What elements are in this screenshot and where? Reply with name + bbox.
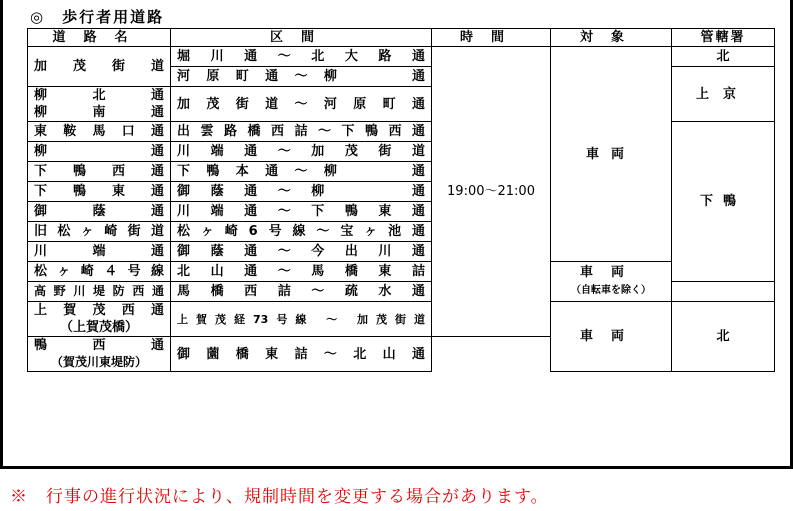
road-section: 松ヶ崎6号線～宝ヶ池通 (171, 222, 432, 242)
road-name: 松ヶ崎４号線 (28, 262, 171, 282)
jurisdiction-blank (672, 282, 775, 302)
road-name-line: 上賀茂西通 (34, 303, 164, 318)
road-section: 北山通～馬橋東詰 (171, 262, 432, 282)
road-name: 高野川堤防西通 (28, 282, 171, 302)
road-name-double (28, 337, 171, 372)
road-section: 川端通～下鴨東通 (171, 202, 432, 222)
table-row (28, 302, 775, 337)
footnote: ※ 行事の進行状況により、規制時間を変更する場合があります。 (10, 487, 549, 507)
header-section: 区間 (171, 29, 432, 47)
road-section: 川端通～加茂街道 (171, 142, 432, 162)
road-name-line: 鴨西通 (34, 338, 164, 353)
table-row (28, 47, 775, 67)
road-section: 御蔭通～柳 通 (171, 182, 432, 202)
road-name-double (28, 87, 171, 122)
table-header-row (28, 29, 775, 47)
jurisdiction-cell: 北 (672, 302, 775, 372)
road-name-double (28, 302, 171, 337)
road-name: 柳 通 (28, 142, 171, 162)
time-cell: 19:00～21:00 (432, 47, 551, 337)
jurisdiction-cell: 北 (672, 47, 775, 67)
road-name: 加茂街道 (28, 47, 171, 87)
road-name: 旧松ヶ崎街道 (28, 222, 171, 242)
road-name: 川端通 (28, 242, 171, 262)
road-name: 東鞍馬口通 (28, 122, 171, 142)
target-label: 車両 (579, 264, 642, 280)
target-vehicles: 車両 (551, 47, 672, 262)
table-row (28, 262, 775, 282)
road-section: 御蔭通～今出川通 (171, 242, 432, 262)
road-name-line: （上賀茂橋） (59, 320, 138, 335)
pedestrian-road-table (27, 28, 775, 372)
road-name: 下鴨西通 (28, 162, 171, 182)
road-name: 下鴨東通 (28, 182, 171, 202)
road-section: 加茂街道～河原町通 (171, 87, 432, 122)
road-section: 出雲路橋西詰～下鴨西通 (171, 122, 432, 142)
road-section: 馬橋西詰～疏水通 (171, 282, 432, 302)
target-note: （自転車を除く） (571, 284, 651, 296)
jurisdiction-cell: 下鴨 (672, 122, 775, 282)
road-name-line: 柳北通 (34, 88, 164, 103)
section-title: ◎ 歩行者用道路 (30, 8, 165, 26)
road-name-line: （賀茂川東堤防） (50, 355, 147, 369)
road-section: 御薗橋東詰～北山通 (171, 337, 432, 372)
road-section: 堀川通～北大路通 (171, 47, 432, 67)
header-jurisdiction: 管轄署 (672, 29, 775, 47)
road-name: 御蔭通 (28, 202, 171, 222)
road-section: 河原町通～柳 通 (171, 67, 432, 87)
road-section: 上賀茂経73号線 ～ 加茂街道 (171, 302, 432, 337)
jurisdiction-cell: 上京 (672, 67, 775, 122)
header-target: 対象 (551, 29, 672, 47)
target-vehicles-except-bikes (551, 262, 672, 302)
road-section: 下鴨本通～柳 通 (171, 162, 432, 182)
header-road: 道路名 (28, 29, 171, 47)
road-name-line: 柳南通 (34, 105, 164, 120)
target-vehicles: 車両 (551, 302, 672, 372)
header-time: 時間 (432, 29, 551, 47)
